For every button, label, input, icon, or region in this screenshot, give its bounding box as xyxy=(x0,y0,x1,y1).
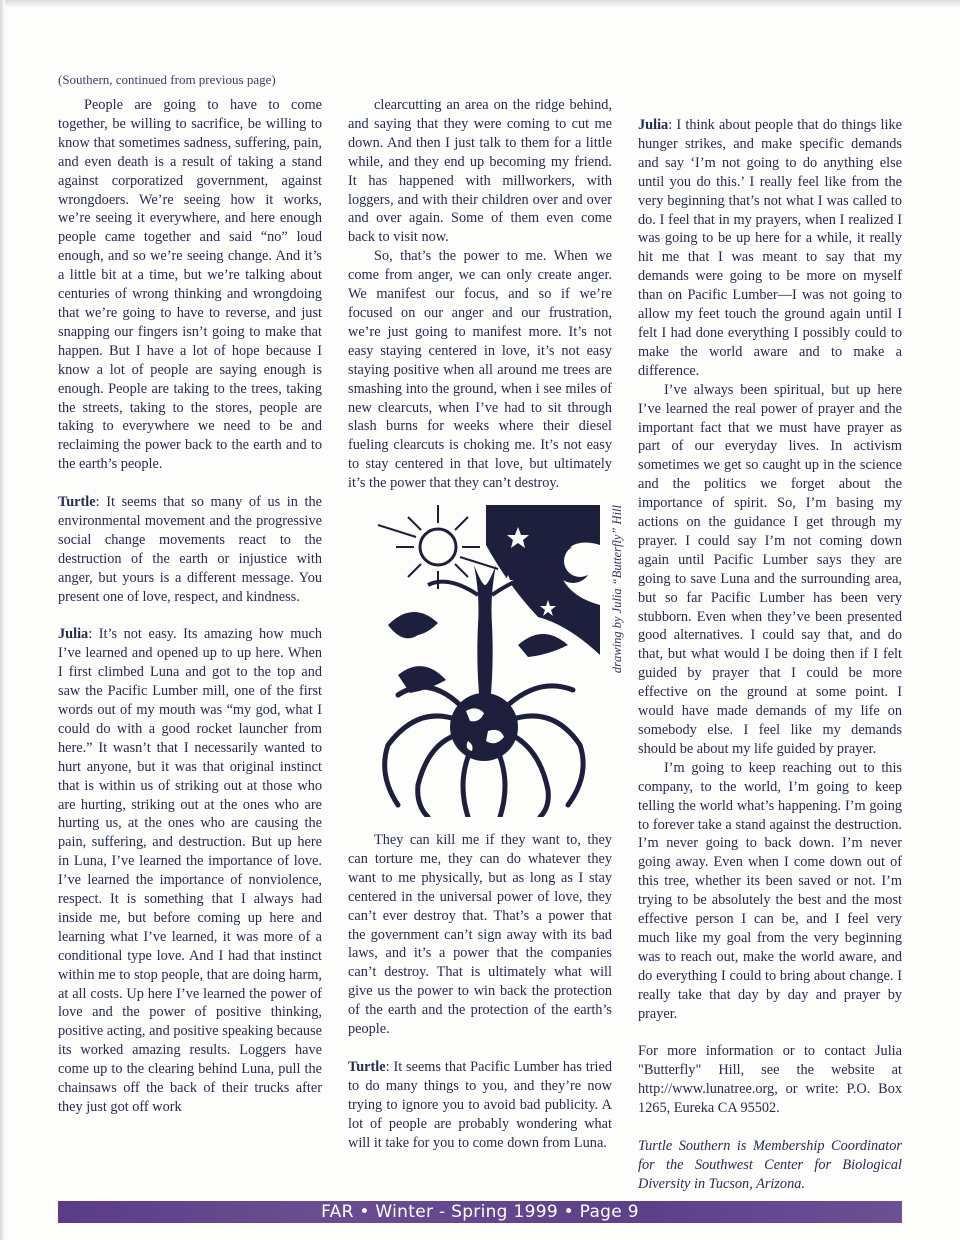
speaker-name: Turtle xyxy=(58,494,96,511)
speaker-name: Julia xyxy=(638,117,669,133)
paragraph-text: : I think about people that do things like hunger strikes, and make specific demands and say ‘I’m not going to do anything else until you do this.’ I really feel like from the very beginning that’s not what I was called to do. I feel that in my prayers, when I realized I was going to be up here for a while, it really hit me that I was meant to say that my demands were going to be more on myself than on Pacific Lumber—I was not going to allow my feet touch the ground again until I felt I had done everything I possibly could to make the world aware and to make a difference. xyxy=(638,117,902,379)
paragraph: I’m going to keep reaching out to this company, to the world, I’m going to keep telling the world what’s happening. I’m going to forever take a stand against the destruction. I’m never going to back down. I’m never going away. Even when I come down out of this tree, whether its been saved or not. I’m trying to be absolutely the best and the most effective person I can be, and I feel very much like my goal from the very beginning was to reach out, make the world aware, and do everything I could to bring about change. I really take that day by day and prayer by prayer. xyxy=(638,759,902,1022)
speaker-name: Turtle xyxy=(348,1058,386,1075)
interview-paragraph xyxy=(638,116,902,381)
paragraph: They can kill me if they want to, they can torture me, they can do whatever they want to me physically, but as long as I stay centered in the universal power of love, they can’t ever destroy that. That’s a power that the government can’t sign away with its bad laws, and it’s a power that the companies can’t destroy. That is ultimately what will give us the power to win back the protection of the earth and the protection of the earth’s people. xyxy=(348,832,612,1038)
author-bio: Turtle Southern is Membership Coordinator for the Southwest Center for Biological Diversity in Tucson, Arizona. xyxy=(638,1137,902,1192)
paragraph: I’ve always been spiritual, but up here I’ve learned the real power of prayer and the important fact that we must have prayer as part of our everyday lives. In activism sometimes we get so caught up in the science and the politics we forget about the importance of spirit. So, I’m basing my actions on the guidance I get through my prayer. I could say I’m not coming down again until Pacific Lumber says they are going to save Luna and the surrounding area, but so far Pacific Lumber has been very stubborn. Even when they’ve been presented good alternatives. I could say that, and do that, but what would I be doing then if I felt guided by prayer that I could be more effective on the ground at some point. I would have made demands of my life on somebody else. I feel like my demands should be about my life guided by prayer. xyxy=(638,381,902,757)
drawing-credit: drawing by Julia “Butterfly” Hill xyxy=(610,505,624,674)
page-footer-band xyxy=(58,1201,902,1223)
scan-edge-left xyxy=(0,0,5,1240)
paragraph: People are going to have to come together, be willing to sacrifice, be willing to know that sometimes sadness, suffering, pain, and even death is a result of taking a stand against corporatized government, against wrongdoers. We’re seeing how it works, we’re seeing it everywhere, and here enough people came together and said “no” loud enough, and so we’re seeing change. And it’s a little bit at a time, but we’re talking about centuries of wrong thinking and wrongdoing that we’re going to have to reverse, and just snapping our fingers isn’t going to make that happen. But I have a lot of hope because I know a lot of people are saying enough is enough. People are taking to the trees, taking the streets, taking to the stores, people are taking to everywhere we need to be and reclaiming the power back to the earth and to the earth’s people. xyxy=(58,97,322,473)
interview-paragraph xyxy=(58,625,322,1117)
contact-info: For more information or to contact Julia "Butterfly" Hill, see the website at http://www.lunatree.org, or write: P.O. Box 1265, Eureka CA 95502. xyxy=(638,1043,902,1117)
interview-paragraph xyxy=(58,493,322,606)
column-1 xyxy=(58,96,322,1136)
interview-paragraph xyxy=(348,1058,612,1153)
tree-goddess-drawing xyxy=(368,505,600,817)
continued-note: (Southern, continued from previous page) xyxy=(58,72,276,87)
paragraph: So, that’s the power to me. When we come from anger, we can only create anger. We manifest our focus, and so if we’re focused on our anger and our frustration, we’re just going to manifest more. It’s not easy staying centered in love, it’s not easy staying positive when all around me trees are smashing into the ground, when i see miles of new clearcuts, when I’ve had to sit through slash burns for weeks where their diesel fueling clearcuts is choking me. It’s not easy to stay centered in that love, but ultimately it’s the power that they can’t destroy. xyxy=(348,248,612,492)
scan-edge-top xyxy=(0,0,960,8)
speaker-name: Julia xyxy=(58,626,89,643)
paragraph-text: : It’s not easy. Its amazing how much I’ve learned and opened up to up here. When I first climbed Luna and got to the top and saw the Pacific Lumber mill, one of the first words out of my mouth was “my god, what I could do with a good rocket launcher from here.” It wasn’t that I necessarily wanted to hurt anyone, but it was that original instinct that is within us of striking out at those who are hurting, striking out at the ones who are hurting us, at the ones who are causing the pain, suffering, and destruction. But up here in Luna, I’ve learned the importance of love. I’ve learned the importance of nonviolence, respect. It is something that I always had inside me, but before coming up here and learning what I’ve learned, it was more of a conditional type love. And I had that instinct within me to stop people, that are doing harm, at all costs. Up here I’ve learned the power of love and the power of positive thinking, positive acting, and positive speaking because its worked amazing results. Loggers have come up to the clearing behind Luna, pull the chainsaws off the back of their trucks after they just got off work xyxy=(58,626,322,1115)
column-3 xyxy=(638,116,902,1213)
paragraph-text: : It seems that so many of us in the environmental movement and the progressive social change movements react to the destruction of the earth or injustice with anger, but yours is a different message. You present one of love, respect, and kindness. xyxy=(58,494,322,605)
paragraph: clearcutting an area on the ridge behind, and saying that they were coming to cut me down. And then I just talk to them for a little while, and they end up becoming my friend. It has happened with millworkers, with loggers, and with their children over and over and over again. Some of them even come back to visit now. xyxy=(348,97,612,246)
paragraph-text: : It seems that Pacific Lumber has tried to do many things to you, and they’re now trying to ignore you to avoid bad publicity. A lot of people are probably wondering what will it take for you to come down from Luna. xyxy=(348,1058,612,1151)
column-2 xyxy=(348,96,624,1171)
tree-drawing-figure xyxy=(368,505,624,817)
footer-text: FAR • Winter - Spring 1999 • Page 9 xyxy=(321,1202,639,1222)
